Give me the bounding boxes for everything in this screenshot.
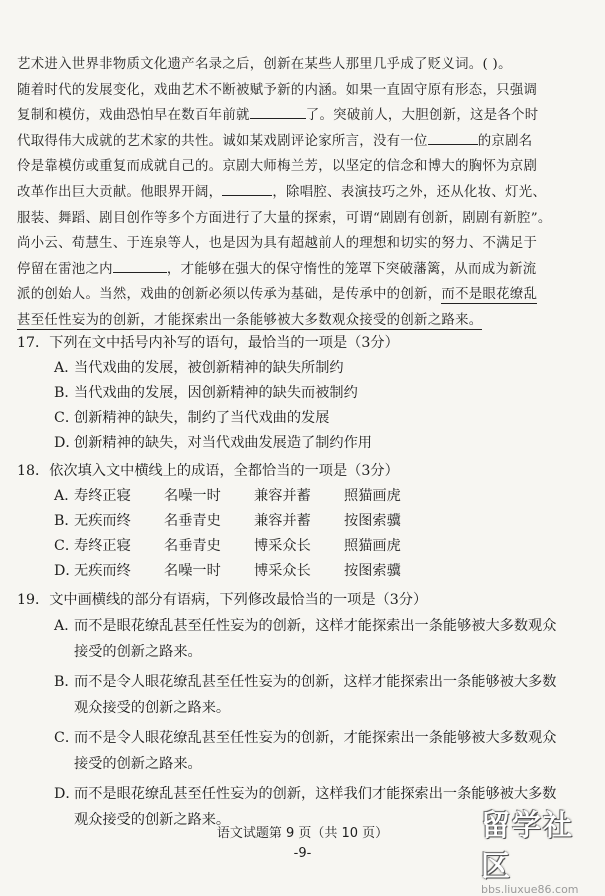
- passage-line: 代取得伟大成就的艺术家的共性。诚如某戏剧评论家所言，没有一位 的京剧名: [17, 129, 585, 155]
- page-number: -9-: [293, 846, 312, 861]
- question-18: [17, 459, 587, 584]
- passage-line: 随着时代的发展变化，戏曲艺术不断被赋予新的内涵。如果一直固守原有形态，只强调: [17, 82, 538, 98]
- option-c[interactable]: C． 创新精神的缺失，制约了当代戏曲的发展: [54, 410, 330, 426]
- option-b[interactable]: B． 而不是令人眼花缭乱甚至任性妄为的创新，这样才能探索出一条能够被大多数观众接受的创新之路来。: [54, 674, 557, 716]
- fill-blank-1: [250, 104, 306, 119]
- watermark-url: bbs.liuxue86.com: [481, 883, 579, 896]
- passage-line: 艺术进入世界非物质文化遗产名录之后，创新在某些人那里几乎成了贬义词。( )。: [17, 57, 512, 72]
- question-stem: 17．下列在文中括号内补写的语句，最恰当的一项是（3分）: [17, 335, 399, 351]
- option-b[interactable]: B． 当代戏曲的发展，因创新精神的缺失而被制约: [54, 385, 358, 401]
- page-footer-label: 语文试题第 9 页（共 10 页）: [216, 826, 389, 841]
- watermark-title: 留学社区: [481, 808, 575, 883]
- option-a[interactable]: A． 而不是眼花缭乱甚至任性妄为的创新，这样才能探索出一条能够被大多数观众接受的创新之路来。: [54, 618, 557, 660]
- reading-passage: [17, 52, 585, 334]
- option-d[interactable]: D． 而不是眼花缭乱甚至任性妄为的创新，这样我们才能探索出一条能够被大多数观众接受的创新之路来。: [54, 786, 557, 828]
- option-c[interactable]: C． 寿终正寝 名垂青史 博采众长 照猫画虎: [54, 538, 401, 554]
- fill-blank-3: [222, 181, 272, 196]
- passage-line: 停留在雷池之内 ，才能够在强大的保守惰性的笼罩下突破藩篱，从而成为新流: [17, 257, 585, 283]
- passage-line: 服装、舞蹈、剧目创作等多个方面进行了大量的探索，可谓“剧剧有创新，剧剧有新腔”。: [17, 210, 552, 226]
- question-19: [17, 588, 587, 833]
- underlined-sentence: 而不是眼花缭乱: [441, 287, 538, 303]
- passage-line: 尚小云、荀慧生、于连泉等人，也是因为具有超越前人的理想和切实的努力、不满足于: [17, 236, 538, 252]
- site-watermark: [481, 803, 591, 896]
- passage-line: 伶是靠模仿或重复而成就自己的。京剧大师梅兰芳，以坚定的信念和博大的胸怀为京剧: [17, 159, 538, 175]
- underlined-sentence: 甚至任性妄为的创新，才能探索出一条能够被大多数观众接受的创新之路来。: [17, 312, 483, 328]
- question-stem: 19．文中画横线的部分有语病，下列修改最恰当的一项是（3分）: [17, 592, 428, 608]
- passage-line: 派的创始人。当然，戏曲的创新必须以传承为基础，是传承中的创新，而不是眼花缭乱: [17, 287, 538, 303]
- option-d[interactable]: D． 创新精神的缺失，对当代戏曲发展造了制约作用: [54, 435, 372, 451]
- fill-blank-2: [428, 130, 478, 145]
- option-a[interactable]: A． 寿终正寝 名噪一时 兼容并蓄 照猫画虎: [54, 488, 401, 504]
- fill-blank-4: [113, 258, 167, 273]
- option-d[interactable]: D． 无疾而终 名噪一时 博采众长 按图索骥: [54, 563, 401, 579]
- question-17: [17, 331, 587, 456]
- passage-line: [17, 308, 585, 334]
- passage-line: 改革作出巨大贡献。他眼界开阔， ，除唱腔、表演技巧之外，还从化妆、灯光、: [17, 180, 585, 206]
- passage-line: 复制和模仿，戏曲恐怕早在数百年前就 了。突破前人，大胆创新，这是各个时: [17, 103, 585, 129]
- option-b[interactable]: B． 无疾而终 名垂青史 兼容并蓄 按图索骥: [54, 513, 401, 529]
- option-c[interactable]: C． 而不是令人眼花缭乱甚至任性妄为的创新，才能探索出一条能够被大多数观众接受的创新之路来。: [54, 730, 557, 772]
- question-stem: 18．依次填入文中横线上的成语，全都恰当的一项是（3分）: [17, 463, 399, 479]
- option-a[interactable]: A． 当代戏曲的发展，被创新精神的缺失所制约: [54, 360, 344, 376]
